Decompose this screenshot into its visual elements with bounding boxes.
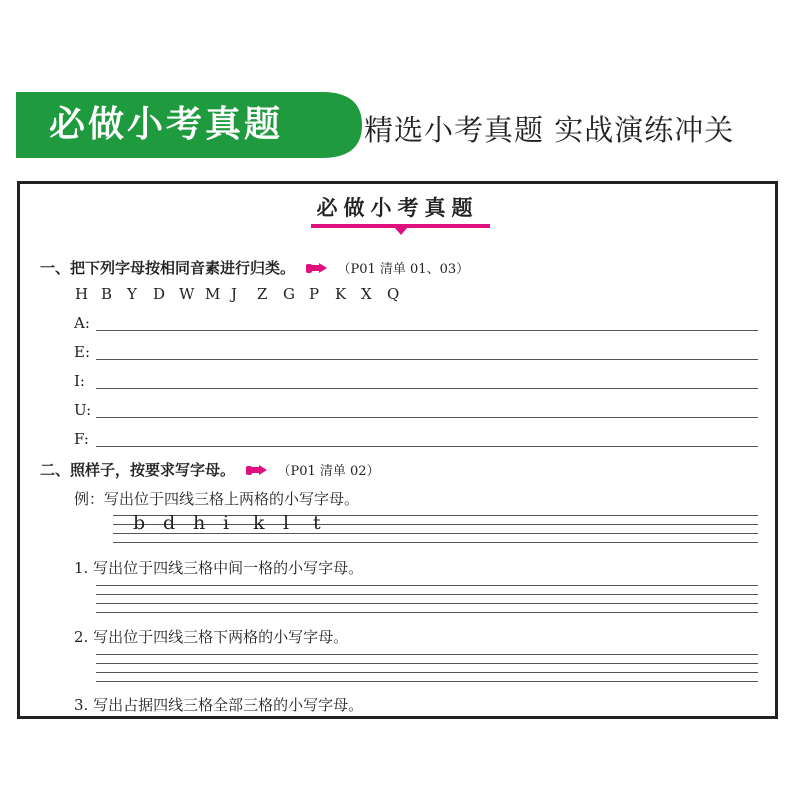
row-label-u: U: — [74, 401, 92, 419]
letter: K — [335, 285, 347, 303]
letter: B — [101, 285, 113, 303]
example-letter: k — [253, 512, 265, 534]
section1-heading — [40, 257, 469, 278]
banner-subtitle: 精选小考真题 实战演练冲关 — [364, 113, 735, 147]
letter: M — [205, 285, 221, 303]
letter: P — [309, 285, 320, 303]
banner-title: 必做小考真题 — [48, 104, 283, 145]
example-letter: l — [283, 512, 290, 534]
letter: Q — [387, 285, 400, 303]
pointing-hand-icon — [246, 462, 268, 480]
letter: J — [231, 285, 238, 303]
row-label-a: A: — [74, 314, 90, 332]
section2-heading-text: 二、照样子，按要求写字母。 — [40, 461, 236, 479]
row-label-f: F: — [74, 430, 89, 448]
letter-list — [75, 285, 413, 303]
example-letter: d — [163, 512, 176, 534]
example-letter: i — [223, 512, 230, 534]
example-letter: h — [193, 512, 206, 534]
answer-four-lines-2[interactable] — [96, 654, 758, 682]
answer-four-lines-1[interactable] — [96, 585, 758, 613]
title-underline-pointer — [395, 228, 407, 235]
example-letters — [133, 512, 343, 534]
item-1-instruction: 1. 写出位于四线三格中间一格的小写字母。 — [74, 559, 364, 577]
row-label-i: I: — [74, 372, 85, 390]
letter: D — [153, 285, 166, 303]
section2-ref: （P01 清单 02） — [277, 464, 380, 479]
letter: G — [283, 285, 295, 303]
example-letter: b — [133, 512, 146, 534]
letter: H — [75, 285, 89, 303]
item-2-instruction: 2. 写出位于四线三格下两格的小写字母。 — [74, 628, 349, 646]
answer-line-e[interactable] — [96, 359, 758, 360]
card-title: 必做小考真题 — [316, 196, 479, 220]
row-label-e: E: — [74, 343, 91, 361]
header-banner — [16, 92, 362, 158]
example-letter: t — [313, 512, 321, 534]
answer-line-i[interactable] — [96, 388, 758, 389]
answer-line-u[interactable] — [96, 417, 758, 418]
letter: W — [179, 285, 195, 303]
section1-heading-text: 一、把下列字母按相同音素进行归类。 — [40, 259, 296, 277]
letter: Y — [127, 285, 137, 303]
letter: X — [361, 285, 372, 303]
answer-line-f[interactable] — [96, 446, 758, 447]
worksheet-card — [17, 181, 778, 719]
section2-heading — [40, 459, 380, 480]
example-instruction: 例：写出位于四线三格上两格的小写字母。 — [74, 490, 360, 508]
section1-ref: （P01 清单 01、03） — [337, 262, 470, 277]
letter: Z — [257, 285, 268, 303]
pointing-hand-icon — [306, 260, 328, 278]
answer-line-a[interactable] — [96, 330, 758, 331]
item-3-instruction: 3. 写出占据四线三格全部三格的小写字母。 — [74, 696, 364, 714]
